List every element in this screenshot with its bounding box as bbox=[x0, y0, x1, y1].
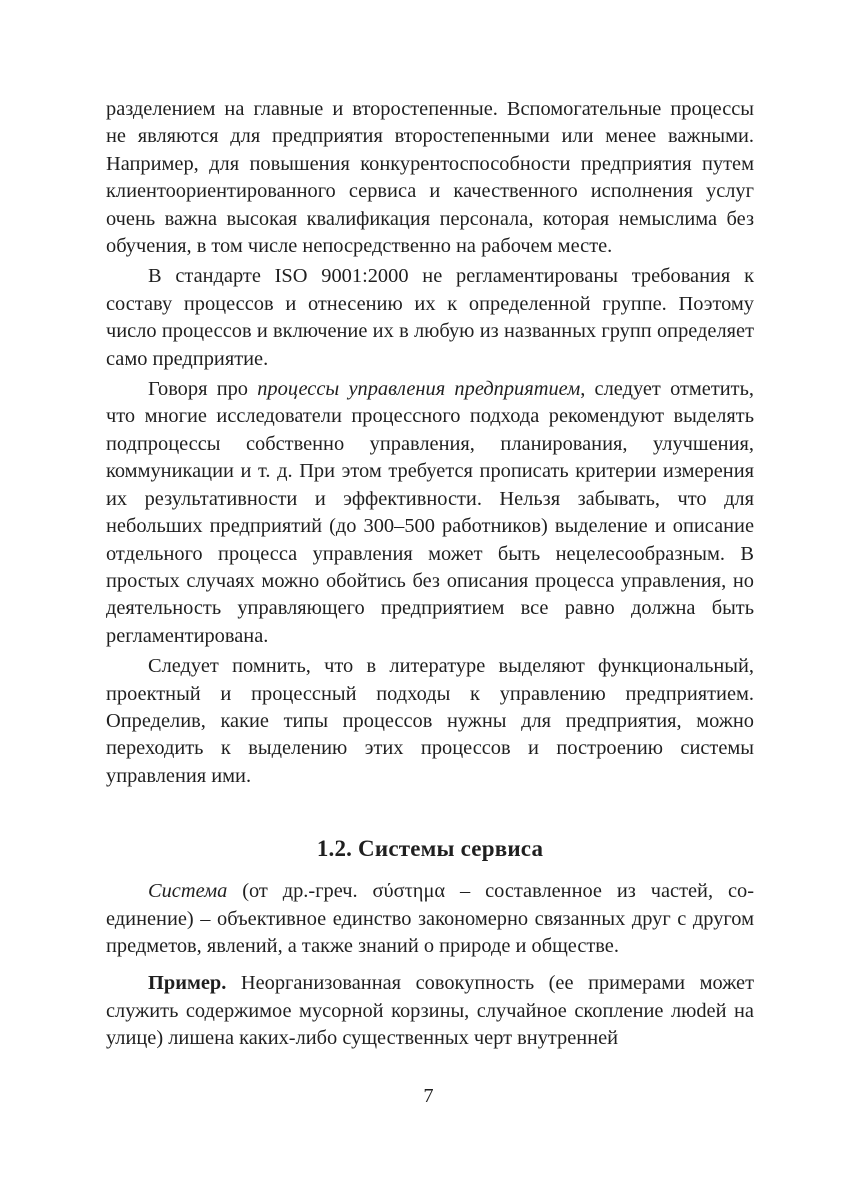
paragraph-continuation: разделением на главные и второстепенные. Вспомогательные процессы не являются для предприятия второстепенными или менее важными. Например, для повышения конкурентоспособности предприятия путем клиентоориентированного сервиса и качественного исполнения услуг очень важна высокая квалификация персонала, которая немыслима без обучения, в том числе непосредственно на рабочем месте. bbox=[106, 98, 754, 258]
definition-term: Система bbox=[148, 880, 228, 903]
example-paragraph bbox=[106, 970, 754, 1052]
paragraph-management-processes bbox=[106, 376, 754, 650]
section-heading: 1.2. Системы сервиса bbox=[316, 836, 544, 862]
paragraph-lead-text: Говоря про bbox=[148, 378, 258, 401]
example-label: Пример. bbox=[148, 972, 227, 995]
definition-paragraph bbox=[106, 878, 754, 960]
paragraph-approaches: Следует помнить, что в литературе выделяют функциональный, проектный и процессный подходы к управлению предприятием. Определив, какие типы процессов нужны для предприятия, можно переходить к выделению этих процессов и построению системы управления ими. bbox=[106, 655, 754, 787]
page-number: 7 bbox=[423, 1085, 434, 1107]
page-body bbox=[106, 96, 754, 1053]
paragraph-body-text: , следует отметить, что многие исследователи процессного подхода рекомендуют выделять подпроцессы собственно управления, планирования, улучшения, коммуникации и т. д. При этом требуется прописать критерии измерения их результативности и эффективности. Нельзя забывать, что для небольших предприятий (до 300–500 работников) выделение и описание отдельного процесса управления может быть нецелесообразным. В простых случаях можно обойтись без описания процесса управления, но деятельность управляющего предприятием все равно должна быть регламентирована. bbox=[106, 378, 754, 647]
example-text: Неорганизованная совокупность (ее примерами может служить содержимое мусорной корзины, случайное скопление люdей на улице) лишена каких-либо существенных черт внутренней bbox=[106, 972, 754, 1050]
definition-text: (от др.-греч. σύστημα – составленное из частей, соединение) – объективное единство закономерно связанных друг с другом предметов, явлений, а также знаний о природе и обществе. bbox=[106, 880, 754, 957]
paragraph-iso-standard: В стандарте ISO 9001:2000 не регламентированы требования к составу процессов и отнесению их к определенной группе. Поэтому число процессов и включение их в любую из названных групп определяет само предприятие. bbox=[106, 265, 754, 370]
italic-term: процессы управления предприятием bbox=[257, 378, 581, 401]
